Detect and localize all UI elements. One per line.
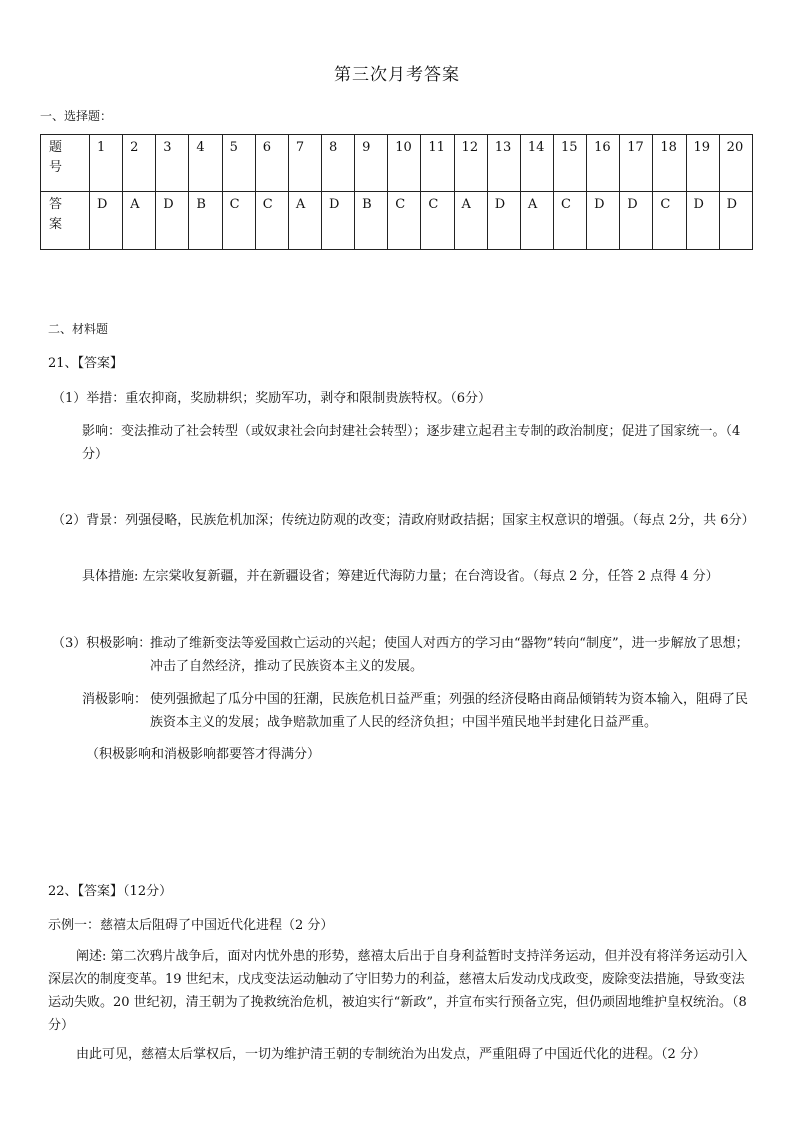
row-label-number: 题 号 <box>41 135 90 192</box>
answer-cell: D <box>90 192 123 250</box>
answer-cell: A <box>454 192 487 250</box>
q22-exposition: 阐述: 第二次鸦片战争后，面对内忧外患的形势，慈禧太后出于自身利益暂时支持洋务运动，但并没有将洋务运动引入深层次的制度变革。19 世纪末，戊戌变法运动触动了守旧势力的利益，慈禧太后发动戊戌政变，废除变法措施，导致变法运动失败。20 世纪初，清王朝为了挽救统治危机，被迫实行“新政”，并宣布实行预备立宪，但仍顽固地维护皇权统治。（8 分） <box>48 949 748 1033</box>
question-number-cell: 4 <box>189 135 222 192</box>
answer-cell: D <box>719 192 752 250</box>
q22-conclusion: 由此可见，慈禧太后掌权后，一切为维护清王朝的专制统治为出发点，严重阻碍了中国近代化的进程。（2 分） <box>76 1047 706 1062</box>
question-number-cell: 1 <box>90 135 123 192</box>
answer-cell: C <box>553 192 586 250</box>
answer-cell: C <box>255 192 288 250</box>
answer-cell: C <box>421 192 454 250</box>
question-number-cell: 5 <box>222 135 255 192</box>
question-number-cell: 3 <box>156 135 189 192</box>
answer-cell: C <box>653 192 686 250</box>
q21-heading: 21、【答案】 <box>48 356 124 371</box>
question-number-cell: 15 <box>553 135 586 192</box>
question-number-cell: 7 <box>288 135 321 192</box>
question-number-cell: 18 <box>653 135 686 192</box>
section1-heading: 一、选择题： <box>40 109 113 123</box>
answer-cell: C <box>222 192 255 250</box>
question-number-cell: 17 <box>620 135 653 192</box>
question-number-row <box>41 135 753 192</box>
q21-part2-background-text: （2）背景：列强侵略，民族危机加深；传统边防观的改变；清政府财政拮据；国家主权意识的增强。（每点 2分，共 6分） <box>52 513 755 528</box>
answer-cell: C <box>388 192 421 250</box>
q21-part3-negative-label: 消极影响： <box>82 692 148 707</box>
q21-part1-impact: 影响：变法推动了社会转型（或奴隶社会向封建社会转型）；逐步建立起君主专制的政治制度；促进了国家统一。（4 分） <box>82 424 741 462</box>
answer-row <box>41 192 753 250</box>
question-number-cell: 6 <box>255 135 288 192</box>
q21-part3-note: （积极影响和消极影响都要答才得满分） <box>86 747 321 762</box>
q21-part3-positive: 推动了维新变法等爱国救亡运动的兴起；使国人对西方的学习由“器物”转向“制度”，进一步解放了思想；冲击了自然经济，推动了民族资本主义的发展。 <box>150 636 749 674</box>
section2-heading: 二、材料题 <box>48 322 109 336</box>
q22-heading: 22、【答案】（12分） <box>48 884 173 899</box>
q21-part2-measures: 具体措施: 左宗棠收复新疆，并在新疆设省；筹建近代海防力量；在台湾设省。（每点 2 分，任答 2 点得 4 分） <box>82 569 719 584</box>
question-number-cell: 16 <box>587 135 620 192</box>
answer-cell: B <box>189 192 222 250</box>
q21-part1-measures: （1）举措：重农抑商，奖励耕织；奖励军功，剥夺和限制贵族特权。（6分） <box>52 391 492 406</box>
question-number-cell: 13 <box>487 135 520 192</box>
question-number-cell: 10 <box>388 135 421 192</box>
answer-cell: A <box>123 192 156 250</box>
answer-cell: D <box>686 192 719 250</box>
answer-table <box>40 134 753 250</box>
q21-part3-negative: 使列强掀起了瓜分中国的狂潮，民族危机日益严重；列强的经济侵略由商品倾销转为资本输入，阻碍了民族资本主义的发展；战争赔款加重了人民的经济负担；中国半殖民地半封建化日益严重。 <box>150 692 749 730</box>
row-label-answer: 答 案 <box>41 192 90 250</box>
answer-cell: D <box>487 192 520 250</box>
q21-part3-positive-label: （3）积极影响： <box>52 636 152 651</box>
answer-cell: A <box>520 192 553 250</box>
answer-cell: D <box>321 192 354 250</box>
answer-cell: D <box>156 192 189 250</box>
answer-cell: D <box>587 192 620 250</box>
question-number-cell: 2 <box>123 135 156 192</box>
question-number-cell: 8 <box>321 135 354 192</box>
answer-cell: A <box>288 192 321 250</box>
question-number-cell: 14 <box>520 135 553 192</box>
question-number-cell: 9 <box>355 135 388 192</box>
answer-cell: D <box>620 192 653 250</box>
q21-part2-background <box>52 509 754 532</box>
question-number-cell: 12 <box>454 135 487 192</box>
question-number-cell: 20 <box>719 135 752 192</box>
q22-example: 示例一：慈禧太后阻碍了中国近代化进程（2 分） <box>48 918 334 933</box>
question-number-cell: 19 <box>686 135 719 192</box>
answer-cell: B <box>355 192 388 250</box>
page-title: 第三次月考答案 <box>334 65 460 85</box>
question-number-cell: 11 <box>421 135 454 192</box>
